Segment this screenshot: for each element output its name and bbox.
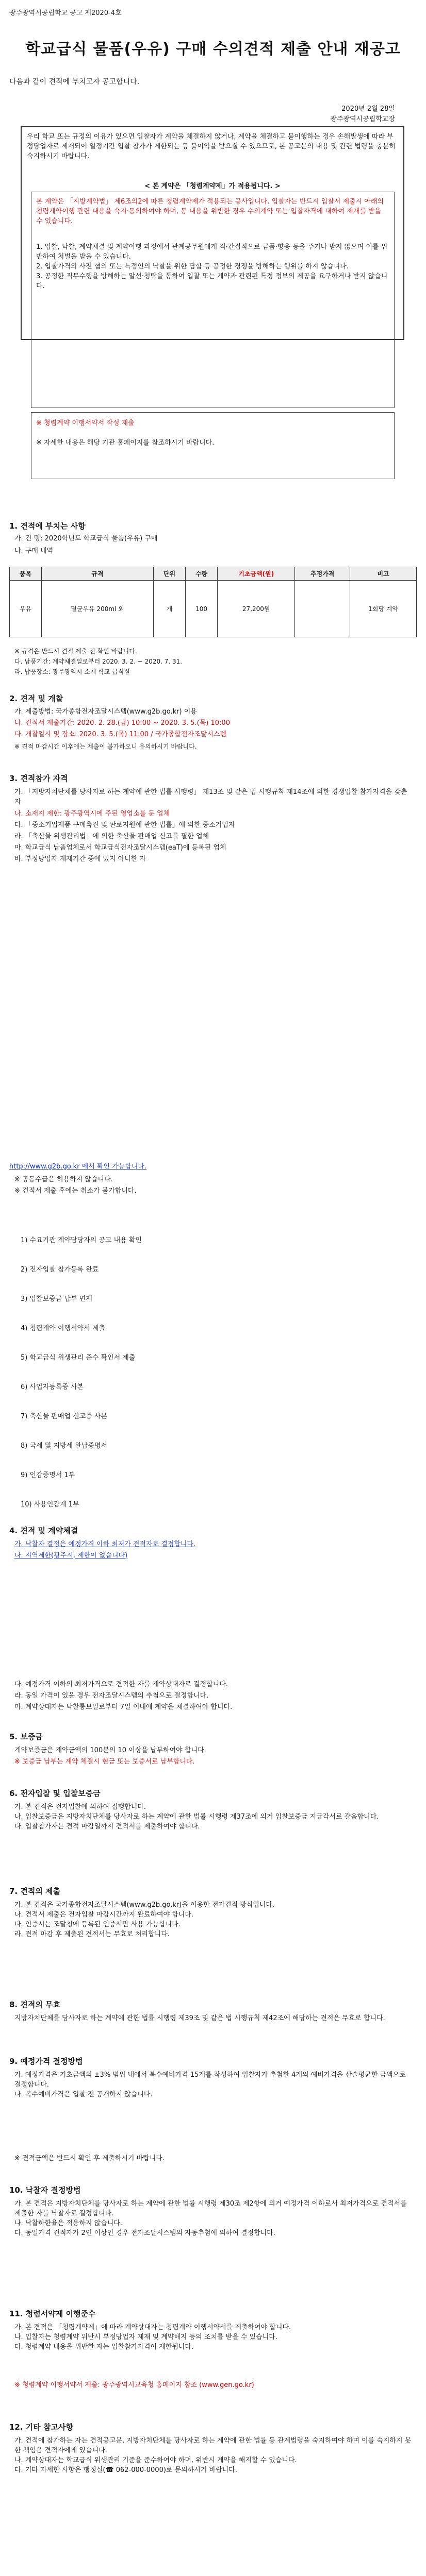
list-item: 7) 축산물 판매업 신고증 사본 (21, 1413, 108, 1420)
cell-spec: 멸균우유 200ml 외 (42, 581, 154, 637)
note-3: 라. 납품장소: 광주광역시 소재 학교 급식실 (14, 668, 130, 675)
integrity-items: 1. 입찰, 낙찰, 계약체결 및 계약이행 과정에서 관계공무원에게 직·간접적으로 금품·향응 등을 주거나 받지 않으며 이를 위반하여 처벌을 받을 수 있습니다. 2. 입찰가격의 사전 협의 또는 특정인의 낙찰을 위한 담합 등 공정한 경쟁을 방해하는 행위를 하지 않습니다. 3. 공정한 직무수행을 방해하는 알선·청탁을 통하여 입찰 또는 계약과 관련된 특정 정보의 제공을 요구하거나 받지 않습니다. (36, 243, 388, 290)
s4-item-2: 나. 지역제한(광주시, 제한이 없습니다) (14, 1552, 128, 1560)
col-unit: 단위 (154, 567, 186, 581)
s12-text: 가. 견적에 참가하는 자는 견적공고문, 지방자치단체를 당사자로 하는 계약에 관한 법률 등 관계법령을 숙지하여야 하며 이를 숙지하지 못한 책임은 견적자에게 있습니다. 나. 계약상대자는 학교급식 위생관리 기준을 준수하여야 하며, 위반시 계약을 해지할 수 있습니다. 다. 기타 자세한 사항은 행정실(☎ 062-000-0000)로 문의하시기 바랍니다. (14, 2437, 412, 2474)
requirements-list (21, 1216, 413, 1529)
list-item: 10) 사용인감계 1부 (21, 1501, 79, 1509)
section-3-title: 3. 견적참가 자격 (9, 774, 68, 783)
section-9-title: 9. 예정가격 결정방법 (9, 2057, 83, 2066)
s3-note-2: ※ 견적서 제출 후에는 취소가 불가합니다. (14, 1187, 137, 1195)
section-6-title: 6. 전자입찰 및 입찰보증금 (9, 1789, 101, 1798)
item-name: 가. 건 명: 2020학년도 학교급식 물품(우유) 구매 (14, 535, 158, 543)
s3-item-5: 마. 학교급식 납품업체로서 학교급식전자조달시스템(eaT)에 등록된 업체 (14, 844, 226, 852)
list-item: 2) 전자입찰 참가등록 완료 (21, 1266, 99, 1274)
s4-note-2: 라. 동일 가격이 있을 경우 전자조달시스템의 추첨으로 결정합니다. (14, 1692, 209, 1700)
s9-note: ※ 견적금액은 반드시 확인 후 제출하시기 바랍니다. (14, 2155, 165, 2162)
col-note: 비고 (350, 567, 417, 581)
spec-table-header (10, 567, 417, 581)
list-item: 5) 학교급식 위생관리 준수 확인서 제출 (21, 1354, 136, 1362)
g2b-link[interactable]: http://www.g2b.go.kr 에서 확인 가능합니다. (9, 1163, 147, 1171)
list-item: 6) 사업자등록증 사본 (21, 1383, 84, 1391)
purchase-details-label: 나. 구매 내역 (14, 547, 54, 555)
warning-text: 우리 학교 또는 규정의 이유가 있으면 입찰자가 계약을 체결하지 않거나, 계약을 체결하고 불이행하는 경우 손해발생에 따라 부정당업자로 제재되어 일정기간 입찰 참가가 제한되는 등 불이익을 받으실 수 있으므로, 본 공고문의 내용 및 관련 법령을 충분히 숙지하시기 바랍니다. (27, 133, 398, 160)
section-5-title: 5. 보증금 (9, 1732, 43, 1741)
s10-text: 가. 본 견적은 지방자치단체를 당사자로 하는 계약에 관한 법률 시행령 제30조 제2항에 의거 예정가격 이하로서 최저가격으로 견적서를 제출한 자를 낙찰자로 결정합니다. 나. 낙찰하한율은 적용하지 않습니다. 다. 동일가격 견적자가 2인 이상인 경우 전자조달시스템의 자동추첨에 의하여 결정합니다. (14, 2200, 407, 2237)
section-2-title: 2. 견적 및 개찰 (9, 694, 63, 703)
section-11-title: 11. 청렴서약제 이행준수 (9, 2309, 96, 2318)
integrity-notice-title: < 본 계약은 「청렴계약제」가 적용됩니다. > (144, 182, 281, 190)
list-item: 1) 수요기관 계약담당자의 공고 내용 확인 (21, 1236, 142, 1244)
s3-item-4: 라. 「축산물 위생관리법」에 의한 축산물 판매업 신고를 필한 업체 (14, 833, 209, 840)
spec-table (9, 567, 417, 637)
s5-red-note: ※ 보증금 납부는 계약 체결시 현금 또는 보증서로 납부합니다. (14, 1758, 195, 1766)
s3-item-2: 나. 소재지 제한: 광주광역시에 주된 영업소를 둔 업체 (14, 810, 170, 818)
s2-item-1 (14, 707, 412, 717)
section-8-title: 8. 견적의 무효 (9, 2000, 61, 2009)
note-1: ※ 규격은 반드시 견적 제출 전 확인 바랍니다. (14, 648, 137, 655)
section-4-title: 4. 견적 및 계약체결 (9, 1526, 78, 1535)
table-row (10, 581, 417, 637)
s2-item-1-text: 가. 제출방법: 국가종합전자조달시스템(www.g2b.go.kr) 이용 (14, 708, 197, 716)
s7-text: 가. 본 견적은 국가종합전자조달시스템(www.g2b.go.kr)을 이용한 전자견적 방식입니다. 나. 견적서 제출은 전자입찰 마감시간까지 완료하여야 합니다. 다. 인증서는 조달청에 등록된 인증서만 사용 가능합니다. 라. 견적 마감 후 제출된 견적서는 무효로 처리합니다. (14, 1901, 275, 1938)
section-1-title: 1. 견적에 부치는 사항 (9, 521, 86, 531)
col-est-price: 추정가격 (295, 567, 350, 581)
doc-number: 광주광역시공립학교 공고 제2020-4호 (9, 9, 122, 17)
section-10-title: 10. 낙찰자 결정방법 (9, 2185, 81, 2195)
s2-item-2: 나. 견적서 제출기간: 2020. 2. 28.(금) 10:00 ~ 2020. 3. 5.(목) 10:00 (14, 719, 230, 727)
pledge-note-2: ※ 자세한 내용은 해당 기관 홈페이지를 참조하시기 바랍니다. (36, 439, 215, 447)
note-2: 다. 납품기간: 계약체결일로부터 2020. 3. 2. ~ 2020. 7. 31. (14, 658, 183, 665)
announce-org: 광주광역시공립학교장 (330, 115, 395, 123)
s11-text: 가. 본 견적은 「청렴계약제」에 따라 계약상대자는 청렴계약 이행서약서를 제출하여야 합니다. 나. 입찰자는 청렴계약 위반시 부정당업자 제재 및 계약해지 등의 조치를 받을 수 있습니다. 다. 청렴계약 내용을 위반한 자는 입찰참가자격이 제한됩니다. (14, 2324, 291, 2351)
section-12-title: 12. 기타 참고사항 (9, 2422, 73, 2432)
col-qty: 수량 (186, 567, 218, 581)
s11-red-note: ※ 청렴계약 이행서약서 제출: 광주광역시교육청 홈페이지 참조 (www.gen.go.kr) (14, 2381, 254, 2389)
s3-item-6: 바. 부정당업자 제재기간 중에 있지 아니한 자 (14, 855, 146, 863)
page-title: 학교급식 물품(우유) 구매 수의견적 제출 안내 재공고 (25, 40, 401, 58)
s2-note: ※ 견적 마감시간 이후에는 제출이 불가하오니 유의하시기 바랍니다. (14, 743, 197, 750)
s9-text: 가. 예정가격은 기초금액의 ±3% 범위 내에서 복수예비가격 15개를 작성하여 입찰자가 추첨한 4개의 예비가격을 산술평균한 금액으로 결정합니다. 나. 복수예비가격은 입찰 전 공개하지 않습니다. (14, 2071, 406, 2098)
cell-base-price: 27,200원 (218, 581, 295, 637)
cell-item: 우유 (10, 581, 42, 637)
announce-date: 2020년 2월 28일 (341, 105, 395, 113)
s3-note-1: ※ 공동수급은 허용하지 않습니다. (14, 1176, 113, 1183)
s3-item-1: 가. 「지방자치단체를 당사자로 하는 계약에 관한 법률 시행령」 제13조 및 같은 법 시행규칙 제14조에 의한 경쟁입찰 참가자격을 갖춘 자 (14, 788, 409, 806)
col-spec: 규격 (42, 567, 154, 581)
list-item: 8) 국세 및 지방세 완납증명서 (21, 1442, 108, 1450)
s4-note-1: 다. 예정가격 이하의 최저가격으로 견적한 자를 계약상대자로 결정합니다. (14, 1681, 228, 1688)
intro-text: 다음과 같이 견적에 부치고자 공고합니다. (9, 78, 140, 86)
s3-item-3: 다. 「중소기업제품 구매촉진 및 판로지원에 관한 법률」에 의한 중소기업자 (14, 821, 235, 829)
col-item: 품목 (10, 567, 42, 581)
cell-unit: 개 (154, 581, 186, 637)
s8-text: 지방자치단체를 당사자로 하는 계약에 관한 법률 시행령 제39조 및 같은 법 시행규칙 제42조에 해당하는 견적은 무효로 합니다. (14, 2014, 385, 2022)
s2-item-3: 다. 개찰일시 및 장소: 2020. 3. 5.(목) 11:00 / 국가종합전자조달시스템 (14, 731, 226, 738)
pledge-note: ※ 청렴계약 이행서약서 작성 제출 (36, 419, 135, 427)
s4-item-1: 가. 낙찰자 결정은 예정가격 이하 최저가 견적자로 결정합니다. (14, 1540, 196, 1548)
cell-est-price (295, 581, 350, 637)
s4-note-3: 마. 계약상대자는 낙찰통보일로부터 7일 이내에 계약을 체결하여야 합니다. (14, 1703, 233, 1711)
cell-qty: 100 (186, 581, 218, 637)
cell-note: 1회당 계약 (350, 581, 417, 637)
integrity-intro: 본 계약은 「지방계약법」 제6조의2에 따른 청렴계약제가 적용되는 공사입니다. 입찰자는 반드시 입찰서 제출시 아래의 청렴계약이행 관련 내용을 숙지·동의하여야 하며, 동 내용을 위반한 경우 수의계약 또는 입찰자격에 대하여 제재를 받을 수 있습니다. (36, 198, 386, 225)
section-7-title: 7. 견적의 제출 (9, 1887, 61, 1896)
s6-text: 가. 본 견적은 전자입찰에 의하여 집행합니다. 나. 입찰보증금은 지방자치단체를 당사자로 하는 계약에 관한 법률 시행령 제37조에 의거 입찰보증금 지급각서로 갈음합니다. 다. 입찰참가자는 견적 마감일까지 견적서를 제출하여야 합니다. (14, 1803, 379, 1831)
list-item: 3) 입찰보증금 납부 면제 (21, 1295, 92, 1303)
s5-text: 계약보증금은 계약금액의 100분의 10 이상을 납부하여야 합니다. (14, 1747, 206, 1754)
list-item: 4) 청렴계약 이행서약서 제출 (21, 1325, 105, 1332)
list-item: 9) 인감증명서 1부 (21, 1471, 75, 1479)
col-base-price: 기초금액(원) (218, 567, 295, 581)
